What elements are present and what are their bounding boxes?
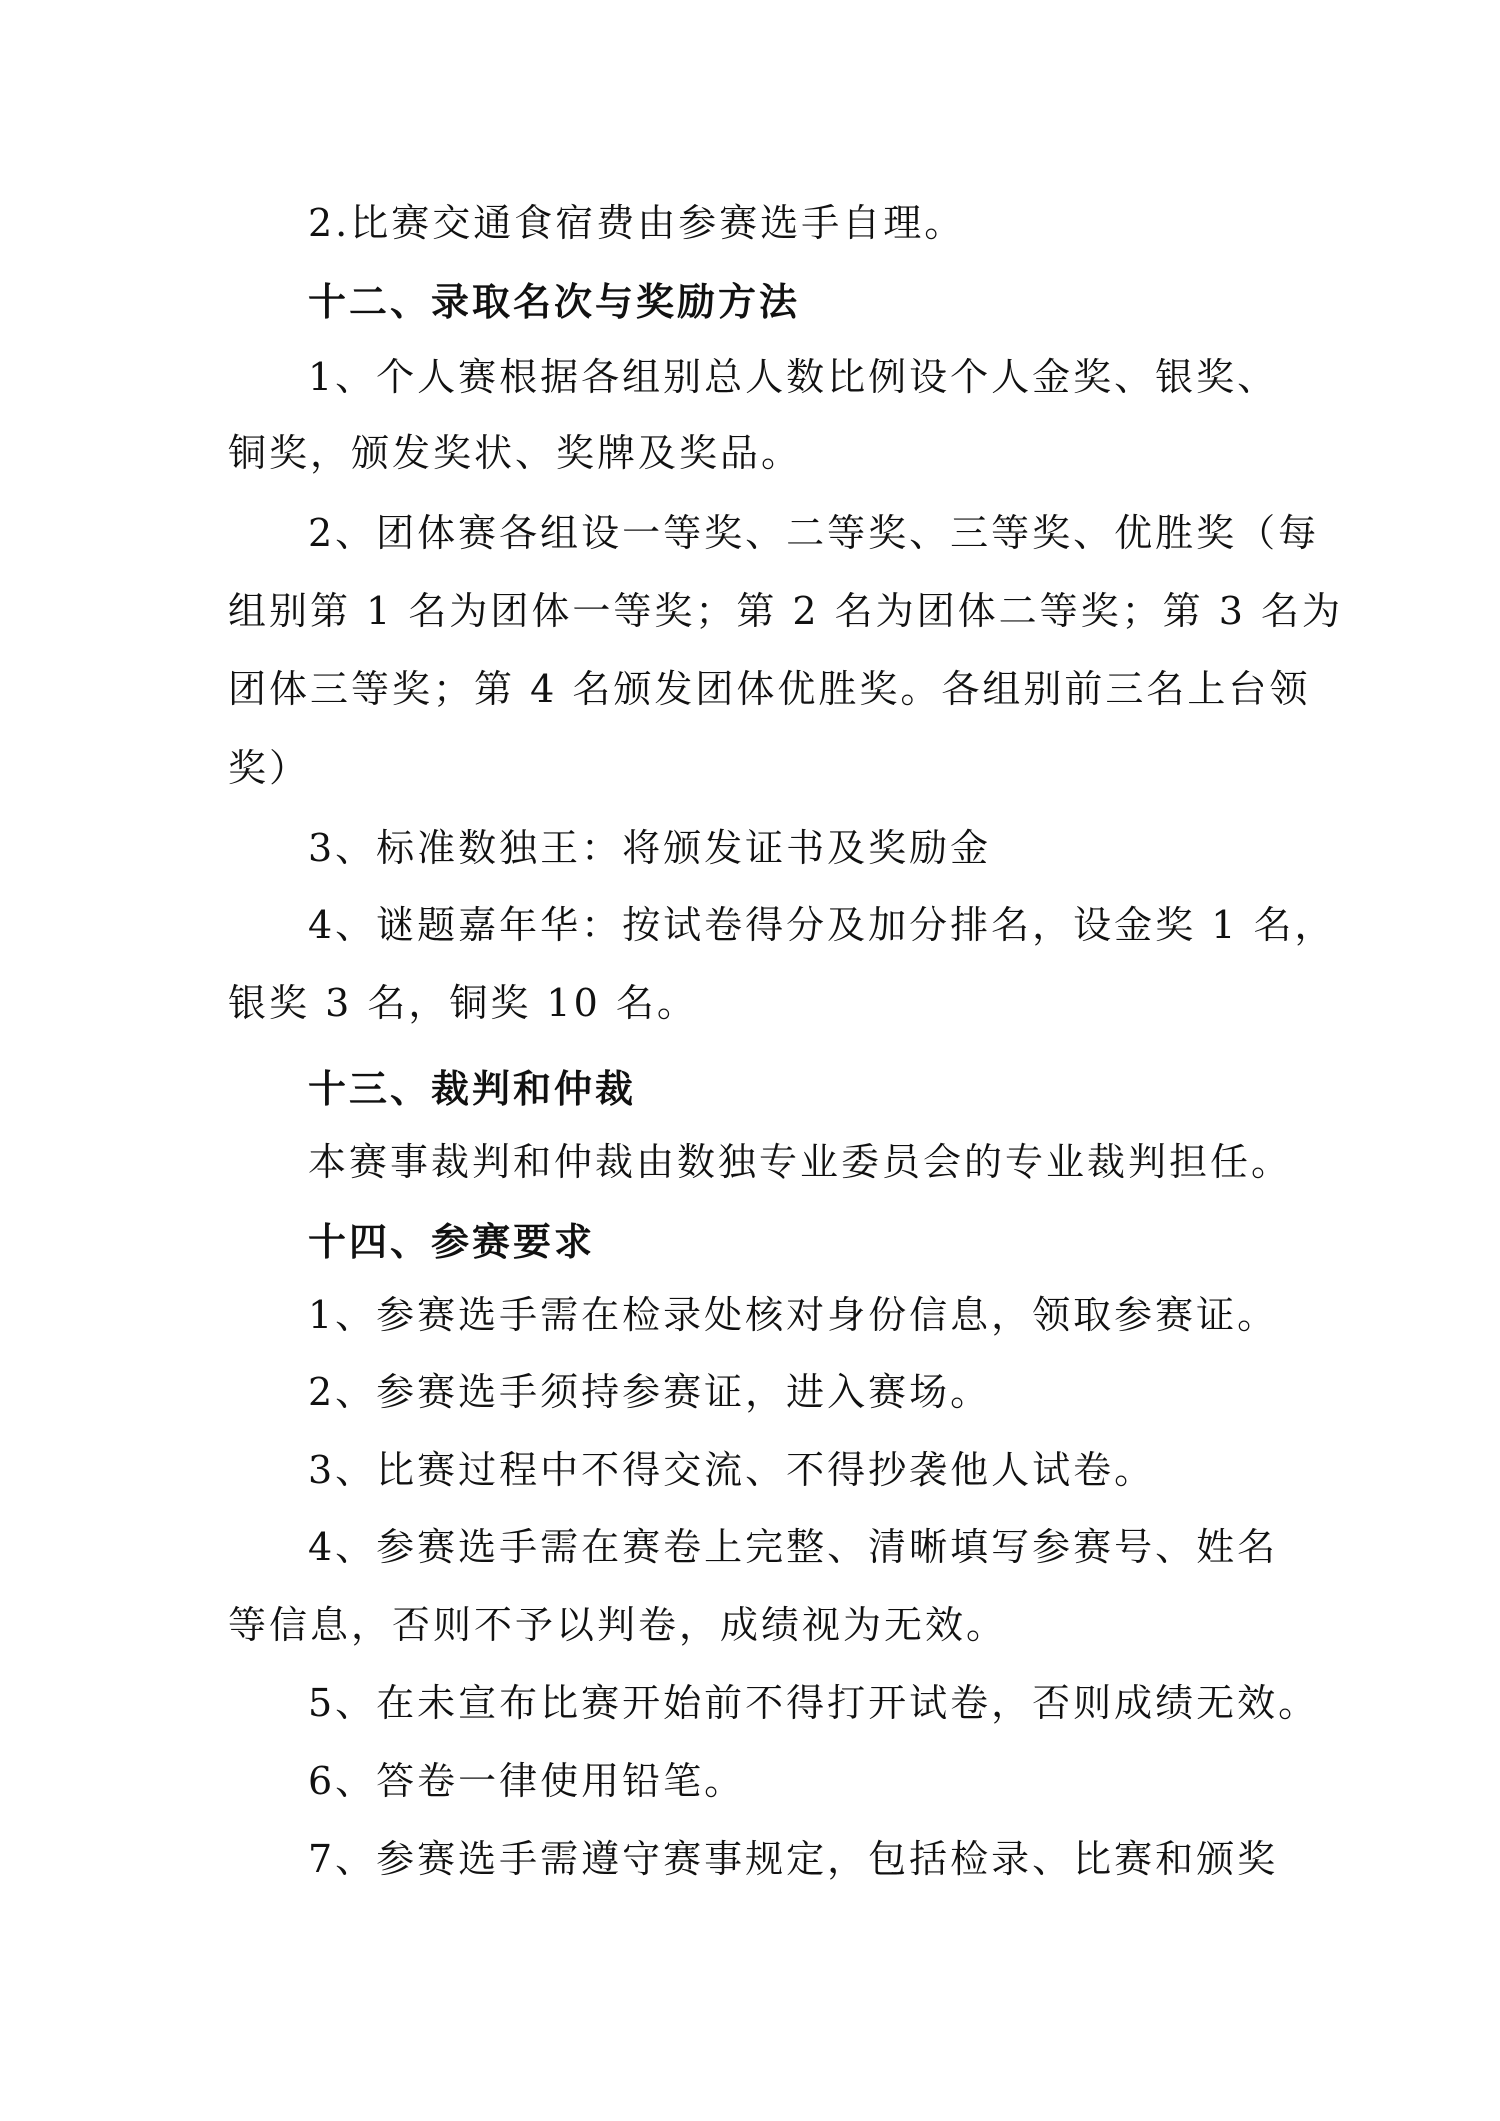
paragraph-line: 奖） — [228, 746, 311, 790]
paragraph-line: 2、团体赛各组设一等奖、二等奖、三等奖、优胜奖（每 — [308, 511, 1320, 555]
paragraph-line: 1、个人赛根据各组别总人数比例设个人金奖、银奖、 — [308, 355, 1279, 399]
section-heading-12: 十二、录取名次与奖励方法 — [308, 279, 801, 324]
paragraph-line: 银奖 3 名，铜奖 10 名。 — [228, 981, 698, 1025]
paragraph-line: 3、比赛过程中不得交流、不得抄袭他人试卷。 — [308, 1448, 1156, 1492]
paragraph-line: 7、参赛选手需遵守赛事规定，包括检录、比赛和颁奖 — [308, 1837, 1279, 1881]
paragraph-line: 团体三等奖；第 4 名颁发团体优胜奖。各组别前三名上台领 — [228, 667, 1311, 711]
section-heading-14: 十四、参赛要求 — [308, 1219, 596, 1264]
paragraph-line: 6、答卷一律使用铅笔。 — [308, 1759, 746, 1803]
paragraph-line: 本赛事裁判和仲裁由数独专业委员会的专业裁判担任。 — [308, 1140, 1293, 1184]
paragraph-line: 2、参赛选手须持参赛证，进入赛场。 — [308, 1370, 992, 1414]
paragraph-line: 5、在未宣布比赛开始前不得打开试卷，否则成绩无效。 — [308, 1681, 1320, 1725]
paragraph-line: 1、参赛选手需在检录处核对身份信息，领取参赛证。 — [308, 1293, 1279, 1337]
paragraph-line: 铜奖，颁发奖状、奖牌及奖品。 — [228, 431, 803, 475]
paragraph-line: 3、标准数独王：将颁发证书及奖励金 — [308, 826, 992, 870]
paragraph-line: 等信息，否则不予以判卷，成绩视为无效。 — [228, 1603, 1008, 1647]
section-heading-13: 十三、裁判和仲裁 — [308, 1066, 637, 1111]
paragraph-line: 4、参赛选手需在赛卷上完整、清晰填写参赛号、姓名 — [308, 1525, 1279, 1569]
paragraph-line: 2.比赛交通食宿费由参赛选手自理。 — [308, 201, 966, 245]
paragraph-line: 组别第 1 名为团体一等奖；第 2 名为团体二等奖；第 3 名为 — [228, 589, 1344, 633]
paragraph-line: 4、谜题嘉年华：按试卷得分及加分排名，设金奖 1 名， — [308, 903, 1336, 947]
